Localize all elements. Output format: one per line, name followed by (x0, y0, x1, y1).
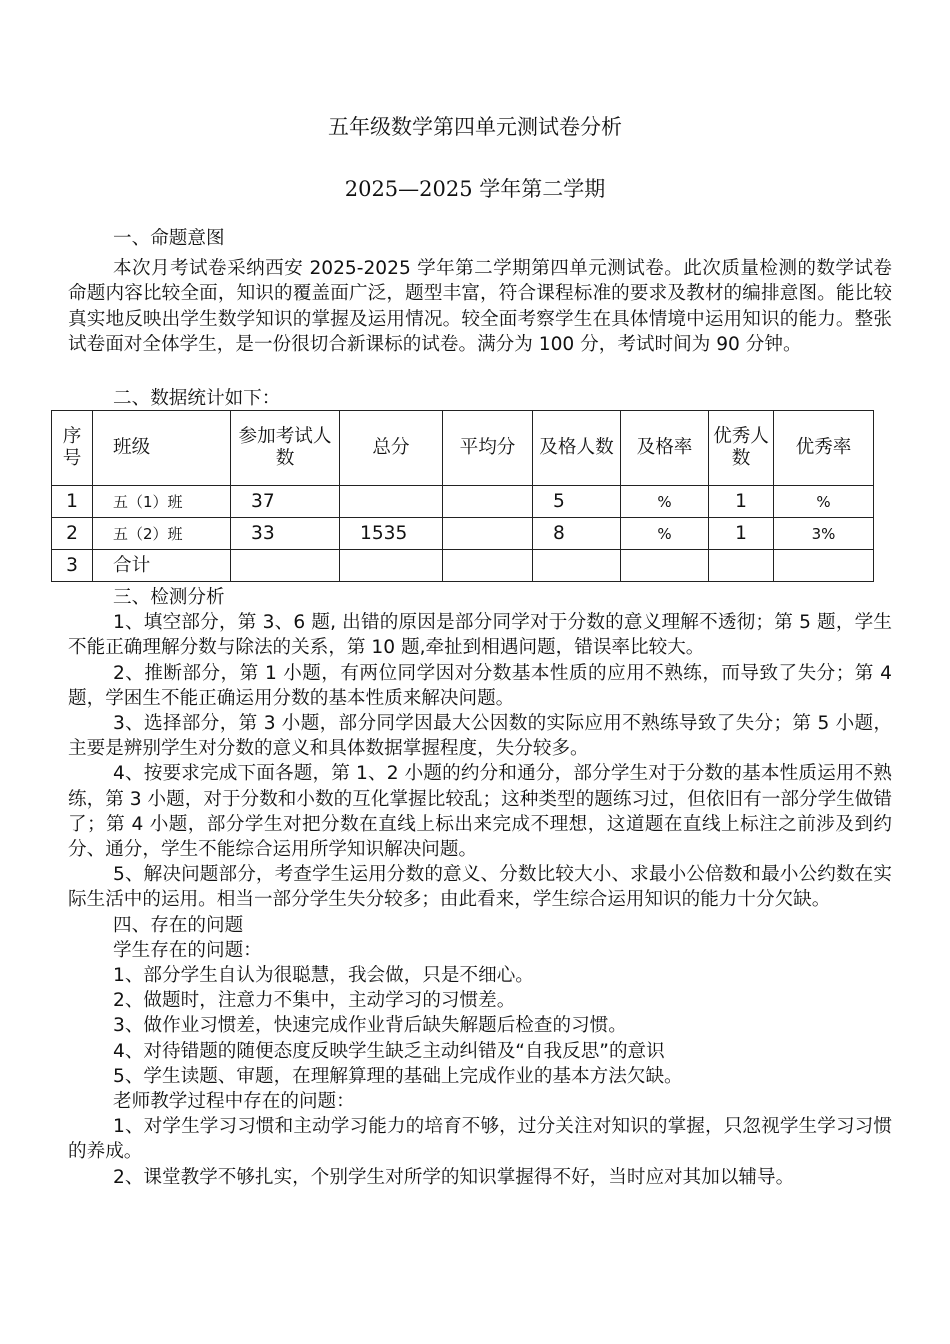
analysis-paragraph: 5、解决问题部分，考查学生运用分数的意义、分数比较大小、求最小公倍数和最小公约数在实际生活中的运用。相当一部分学生失分较多；由此看来，学生综合运用知识的能力十分欠缺。 (68, 864, 892, 911)
table-cell: 1 (52, 486, 93, 518)
section-heading-stats: 二、数据统计如下： (113, 388, 281, 409)
table-cell: 1 (709, 486, 774, 518)
table-header-cell: 及格人数 (533, 411, 621, 486)
table-cell (443, 550, 533, 582)
analysis-paragraph: 1、填空部分，第 3、6 题, 出错的原因是部分同学对于分数的意义理解不透彻；第 5 题，学生不能正确理解分数与除法的关系，第 10 题,牵扯到相遇问题，错误率比较大。 (68, 612, 892, 659)
table-header-cell: 总分 (340, 411, 443, 486)
student-problem-item: 4、对待错题的随便态度反映学生缺乏主动纠错及“自我反思”的意识 (113, 1040, 665, 1062)
analysis-paragraph: 2、推断部分，第 1 小题，有两位同学因对分数基本性质的应用不熟练，而导致了失分；第 4 题，学困生不能正确运用分数的基本性质来解决问题。 (68, 662, 892, 709)
table-header-cell: 参加考试人数 (231, 411, 340, 486)
analysis-paragraph: 4、按要求完成下面各题，第 1、2 小题的约分和通分，部分学生对于分数的基本性质运用不熟练，第 3 小题，对于分数和小数的互化掌握比较乱；这种类型的题练习过，但依旧有一部分学生做错了；第 4 小题，部分学生对把分数在直线上标出来完成不理想，这道题在直线上标注之前涉及到约分、通分，学生不能综合运用所学知识解决问题。 (68, 763, 892, 861)
table-cell (443, 486, 533, 518)
table-cell: 五（1）班 (93, 486, 231, 518)
table-row (52, 518, 874, 550)
document-title: 五年级数学第四单元测试卷分析 (328, 115, 622, 139)
table-cell (340, 550, 443, 582)
table-row (52, 486, 874, 518)
section-heading-analysis: 三、检测分析 (113, 587, 225, 608)
table-cell: % (621, 518, 709, 550)
table-cell: 5 (533, 486, 621, 518)
table-header-cell: 优秀率 (774, 411, 874, 486)
table-header-cell: 序号 (52, 411, 93, 486)
student-problem-item: 3、做作业习惯差，快速完成作业背后缺失解题后检查的习惯。 (113, 1015, 627, 1037)
table-row (52, 550, 874, 582)
table-cell: 37 (231, 486, 340, 518)
table-header-cell: 班级 (93, 411, 231, 486)
teacher-problems-heading: 老师教学过程中存在的问题： (113, 1091, 355, 1113)
teacher-problem-item: 1、对学生学习习惯和主动学习能力的培育不够，过分关注对知识的掌握，只忽视学生学习习惯的养成。 (68, 1116, 892, 1163)
table-cell: % (774, 486, 874, 518)
table-header-cell: 优秀人数 (709, 411, 774, 486)
table-cell: % (621, 486, 709, 518)
table-cell: 3% (774, 518, 874, 550)
table-cell: 33 (231, 518, 340, 550)
section-heading-problems: 四、存在的问题 (113, 914, 244, 936)
table-header-cell: 平均分 (443, 411, 533, 486)
stats-table (51, 410, 874, 582)
table-cell: 3 (52, 550, 93, 582)
document-subtitle: 2025—2025 学年第二学期 (344, 177, 606, 201)
table-cell (443, 518, 533, 550)
table-cell (709, 550, 774, 582)
section-intent (68, 226, 892, 357)
section-heading-intent: 一、命题意图 (113, 228, 225, 249)
student-problem-item: 2、做题时，注意力不集中，主动学习的习惯差。 (113, 990, 516, 1012)
table-cell (231, 550, 340, 582)
table-cell (340, 486, 443, 518)
student-problems-heading: 学生存在的问题： (113, 939, 262, 961)
table-cell: 2 (52, 518, 93, 550)
section-analysis (68, 585, 892, 1190)
table-header-row (52, 411, 874, 486)
student-problem-item: 1、部分学生自认为很聪慧，我会做，只是不细心。 (113, 965, 534, 987)
table-cell (533, 550, 621, 582)
table-header-cell: 及格率 (621, 411, 709, 486)
intent-paragraph: 本次月考试卷采纳西安 2025-2025 学年第二学期第四单元测试卷。此次质量检测的数学试卷命题内容比较全面，知识的覆盖面广泛，题型丰富，符合课程标准的要求及教材的编排意图。能比较真实地反映出学生数学知识的掌握及运用情况。较全面考察学生在具体情境中运用知识的能力。整张试卷面对全体学生，是一份很切合新课标的试卷。满分为 100 分，考试时间为 90 分钟。 (68, 258, 892, 355)
table-cell: 1535 (340, 518, 443, 550)
table-cell: 合计 (93, 550, 231, 582)
section-stats-heading (68, 386, 892, 411)
table-cell (621, 550, 709, 582)
teacher-problem-item: 2、课堂教学不够扎实，个别学生对所学的知识掌握得不好，当时应对其加以辅导。 (113, 1166, 795, 1188)
table-cell: 8 (533, 518, 621, 550)
table-cell: 五（2）班 (93, 518, 231, 550)
student-problem-item: 5、学生读题、审题，在理解算理的基础上完成作业的基本方法欠缺。 (113, 1065, 683, 1087)
table-cell (774, 550, 874, 582)
analysis-paragraph: 3、选择部分，第 3 小题，部分同学因最大公因数的实际应用不熟练导致了失分；第 5 小题，主要是辨别学生对分数的意义和具体数据掌握程度，失分较多。 (68, 713, 892, 760)
table-cell: 1 (709, 518, 774, 550)
